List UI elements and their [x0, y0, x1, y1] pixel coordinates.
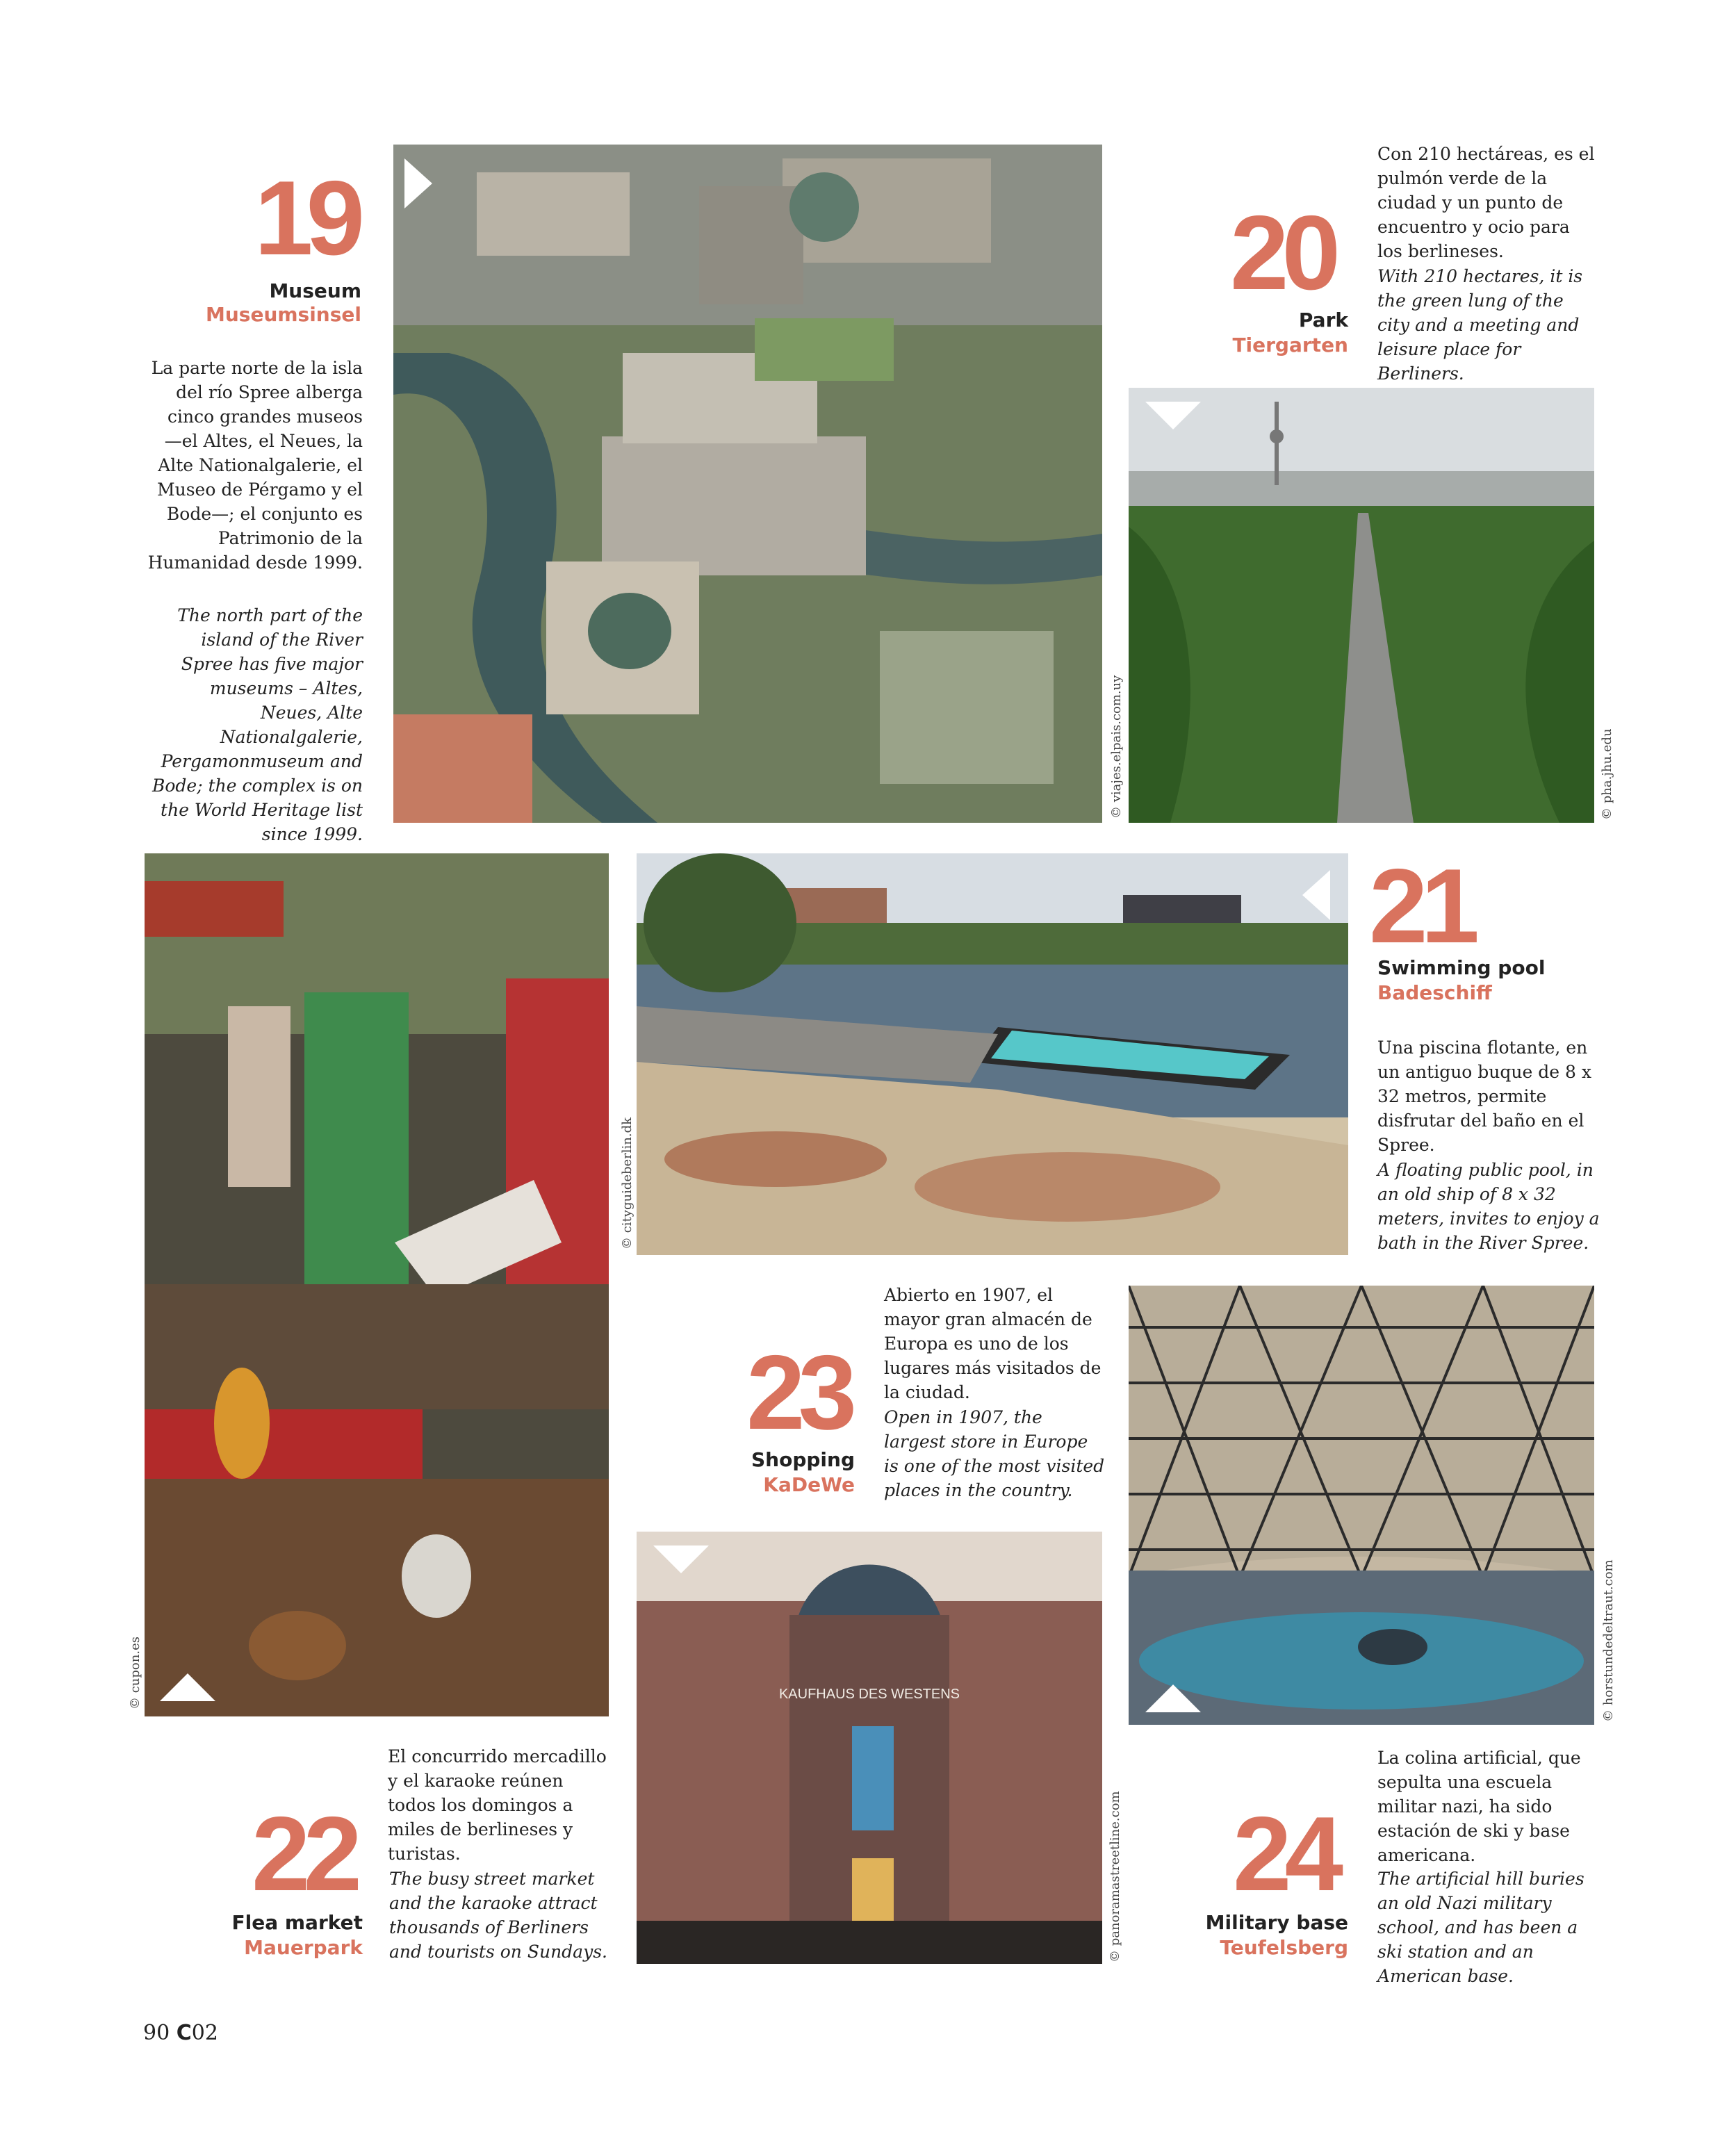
item-category: Shopping	[751, 1448, 855, 1471]
issue-number: 02	[191, 2021, 218, 2045]
photo-credit: © cityguideberlin.dk	[620, 1117, 634, 1249]
kadewe-sign: KAUFHAUS DES WESTENS	[778, 1687, 960, 1702]
item-number-20: 20	[1230, 194, 1334, 312]
item-number-21: 21	[1369, 847, 1473, 965]
corner-marker-icon	[653, 1546, 709, 1573]
page-number: 90	[143, 2021, 170, 2045]
photo-mauerpark	[145, 853, 609, 1716]
item-number-19: 19	[254, 159, 359, 277]
item-text-en: Open in 1907, the largest store in Europe is one of the most visited places in the country.	[884, 1407, 1105, 1500]
item-category: Swimming pool	[1377, 956, 1546, 979]
item-text-en: The busy street market and the karaoke attract thousands of Berliners and tourists on Sundays.	[389, 1869, 607, 1962]
item-place: Tiergarten	[1232, 334, 1348, 356]
corner-marker-icon	[1302, 870, 1330, 920]
photo-museumsinsel	[393, 145, 1102, 823]
item-text-en: The artificial hill buries an old Nazi military school, and has been a ski station and an American base.	[1377, 1869, 1584, 1986]
page-footer	[143, 2021, 218, 2045]
item-text-es: La parte norte de la isla del río Spree alberga cinco grandes museos —el Altes, el Neues, la Alte Nationalgalerie, el Museo de Pérgamo y el Bode—; el conjunto es Patrimonio de la Humanidad desde 1999.	[147, 358, 363, 573]
photo-tiergarten	[1129, 388, 1594, 823]
corner-marker-icon	[1145, 402, 1201, 429]
item-place: KaDeWe	[763, 1473, 855, 1496]
photo-credit: © horstundedeltraut.com	[1601, 1559, 1616, 1722]
item-text-en: A floating public pool, in an old ship of 8 x 32 meters, invites to enjoy a bath in the River Spree.	[1377, 1160, 1600, 1253]
item-text-en: With 210 hectares, it is the green lung of the city and a meeting and leisure place for Berliners.	[1377, 266, 1583, 384]
item-category: Military base	[1205, 1911, 1348, 1934]
item-place: Mauerpark	[244, 1936, 363, 1959]
item-text-en: The north part of the island of the River Spree has five major museums – Altes, Neues, Alte Nationalgalerie, Pergamonmuseum and Bode; the complex is on the World Heritage list since 1999.	[152, 605, 363, 844]
item-text-es: Abierto en 1907, el mayor gran almacén de Europa es uno de los lugares más visitados de la ciudad.	[884, 1285, 1102, 1402]
item-text-es: Una piscina flotante, en un antiguo buque de 8 x 32 metros, permite disfrutar del baño en el Spree.	[1377, 1038, 1591, 1155]
magazine-logo: C	[176, 2021, 192, 2045]
photo-kadewe	[637, 1532, 1102, 1964]
corner-marker-icon	[1145, 1684, 1201, 1712]
photo-credit: © panoramastreetline.com	[1108, 1791, 1122, 1962]
item-number-24: 24	[1233, 1795, 1337, 1913]
photo-teufelsberg	[1129, 1286, 1594, 1725]
photo-credit: © viajes.elpais.com.uy	[1109, 675, 1124, 819]
corner-marker-icon	[404, 158, 432, 208]
item-number-23: 23	[746, 1334, 851, 1452]
corner-marker-icon	[160, 1673, 215, 1701]
item-place: Teufelsberg	[1220, 1936, 1348, 1959]
item-number-22: 22	[252, 1795, 356, 1913]
photo-badeschiff	[637, 853, 1348, 1255]
item-place: Badeschiff	[1377, 981, 1492, 1004]
item-text-es: Con 210 hectáreas, es el pulmón verde de la ciudad y un punto de encuentro y ocio para los berlineses.	[1377, 144, 1595, 261]
item-place: Museumsinsel	[205, 303, 361, 326]
item-category: Park	[1298, 309, 1348, 331]
item-category: Flea market	[231, 1911, 363, 1934]
item-text-es: La colina artificial, que sepulta una escuela militar nazi, ha sido estación de ski y base americana.	[1377, 1748, 1581, 1865]
item-text-es: El concurrido mercadillo y el karaoke reúnen todos los domingos a miles de berlineses y turistas.	[388, 1746, 607, 1864]
item-category: Museum	[269, 279, 361, 302]
photo-credit: © cupon.es	[128, 1637, 142, 1710]
photo-credit: © pha.jhu.edu	[1600, 728, 1614, 820]
